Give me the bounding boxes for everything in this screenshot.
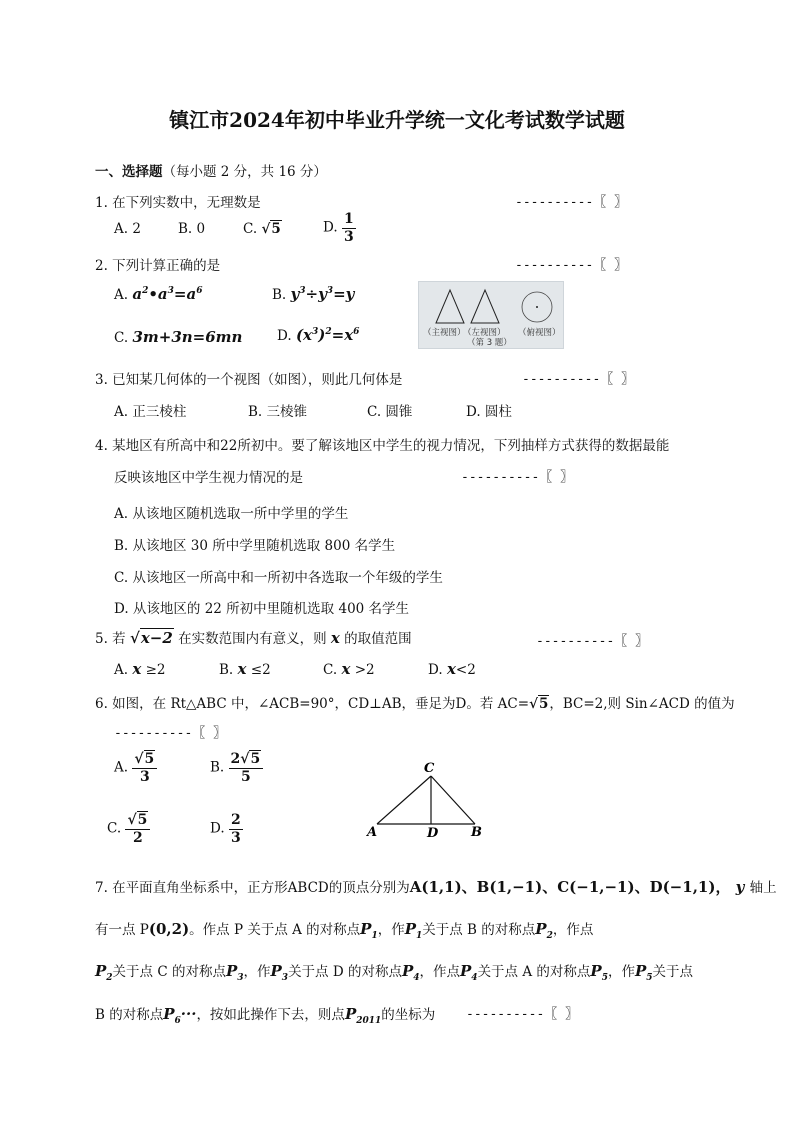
q7-p1: $P_1$ xyxy=(360,920,378,941)
q5-a-var: x xyxy=(132,660,142,678)
q7-p1b: $P_1$ xyxy=(404,920,423,941)
q7-vertex-coordinates: A(1,1)、B(1,−1)、C(−1,−1)、D(−1,1)， xyxy=(409,878,731,896)
q7-p3: $P_3$ xyxy=(225,962,244,983)
q7-p2011: $P_{2011}$ xyxy=(344,1005,382,1026)
q7-p5: $P_5$ xyxy=(590,962,608,983)
q7-line3-f: ，作 xyxy=(607,964,635,980)
question-5-stem xyxy=(95,627,412,647)
front-view-caption: （主视图） xyxy=(423,328,466,338)
answer-blank-1[interactable]: ----------〖 〗 xyxy=(515,195,628,210)
q7-y-axis-var: y xyxy=(730,878,750,896)
question-3-stem: 3. 已知某几何体的一个视图（如图），则此几何体是 xyxy=(95,372,403,388)
figure-3-caption: （第 3 题） xyxy=(467,338,512,348)
q5-c-var: x xyxy=(341,660,351,678)
segment-bc xyxy=(431,776,475,824)
q7-line3-g: 关于点 xyxy=(652,964,693,980)
left-view-triangle xyxy=(471,290,499,323)
q2-option-d-label: D. xyxy=(277,328,292,344)
q7-line4-a: B 的对称点 xyxy=(95,1007,164,1023)
q6-stem-tail: ，BC=2,则 Sin∠ACD 的值为 xyxy=(549,696,735,712)
q4-option-a[interactable]: A. 从该地区随机选取一所中学里的学生 xyxy=(114,506,349,522)
q6-sqrt-5: √5 xyxy=(529,696,549,712)
q2-option-c-label: C. xyxy=(114,330,129,346)
question-7-line-1 xyxy=(95,876,777,897)
q6-option-b[interactable] xyxy=(210,752,263,784)
q2-a-expression: $a^2•a^3=a^6$ xyxy=(132,285,203,303)
answer-blank-2[interactable]: ----------〖 〗 xyxy=(515,258,628,273)
q1-option-a[interactable]: A. 2 xyxy=(114,221,141,237)
fraction-sqrt5-over-3: $\frac{√5}{3}$ xyxy=(132,752,157,784)
q7-p2: $P_2$ xyxy=(535,920,553,941)
answer-blank-5[interactable]: ----------〖 〗 xyxy=(536,634,649,649)
q2-option-c[interactable] xyxy=(114,328,242,346)
q2-option-a-label: A. xyxy=(114,287,129,303)
q7-line3-b: ，作 xyxy=(243,964,271,980)
q2-option-d[interactable] xyxy=(277,326,359,344)
q6-stem-head: 6. 如图，在 Rt△ABC 中，∠ACB=90°，CD⊥AB，垂足为D。若 AC= xyxy=(95,696,530,712)
q6-option-d[interactable] xyxy=(210,813,243,845)
q7-line2-b: 。作点 P 关于点 A 的对称点 xyxy=(189,922,361,938)
top-view-center-dot xyxy=(536,306,538,308)
q5-option-a-label: A. xyxy=(114,662,129,678)
fraction-1-3: $\frac{1}{3}$ xyxy=(343,211,354,245)
q1-option-c-label: C. xyxy=(243,221,258,237)
point-label-c: C xyxy=(424,761,435,776)
segment-ac xyxy=(377,776,431,824)
q2-d-expression: $(x^3)^2=x^6$ xyxy=(295,326,360,344)
q7-p5b: $P_5$ xyxy=(634,962,653,983)
q6-option-b-label: B. xyxy=(210,759,225,776)
top-view-caption: （俯视图） xyxy=(518,328,561,338)
q7-p3b: $P_3$ xyxy=(270,962,289,983)
front-view-triangle xyxy=(436,290,464,323)
section-note: （每小题 2 分，共 16 分） xyxy=(162,164,327,180)
fraction-sqrt5-over-2: $\frac{√5}{2}$ xyxy=(125,813,150,845)
q7-line2-a: 有一点 P xyxy=(95,922,149,938)
point-label-b: B xyxy=(471,825,482,840)
answer-blank-7[interactable]: ----------〖 〗 xyxy=(466,1007,579,1022)
q7-line3-e: 关于点 A 的对称点 xyxy=(477,964,591,980)
q2-option-a[interactable] xyxy=(114,285,202,303)
q7-p4b: $P_4$ xyxy=(460,962,478,983)
page-title: 镇江市2024年初中毕业升学统一文化考试数学试题 xyxy=(169,108,625,132)
sqrt-5-expression: √5 xyxy=(261,221,281,237)
q5-b-var: x xyxy=(237,660,247,678)
q5-option-c-value: >2 xyxy=(354,662,375,678)
fraction-2-over-3: $\frac{2}{3}$ xyxy=(230,812,241,846)
q7-line2-c: ，作 xyxy=(377,922,405,938)
triangle-abc-figure xyxy=(365,758,495,842)
q5-stem-post2: 的取值范围 xyxy=(344,631,412,647)
q1-option-b[interactable]: B. 0 xyxy=(178,221,206,237)
q7-p6: $P_6\cdot\cdot\cdot$ xyxy=(163,1005,197,1026)
fraction-2sqrt5-over-5: $\frac{2√5}{5}$ xyxy=(229,752,264,784)
question-2-stem: 2. 下列计算正确的是 xyxy=(95,258,221,274)
q5-option-d[interactable] xyxy=(428,660,476,678)
point-label-d: D xyxy=(427,826,439,841)
q4-option-b[interactable]: B. 从该地区 30 所中学里随机选取 800 名学生 xyxy=(114,538,396,554)
q5-option-a-value: ≥2 xyxy=(145,662,166,678)
q7-line4-b: ，按如此操作下去，则点 xyxy=(196,1007,345,1023)
q1-option-d[interactable] xyxy=(323,212,356,244)
q7-line1-tail: 轴上 xyxy=(749,880,777,896)
q2-b-expression: $y^3\div y^3=y$ xyxy=(290,285,355,303)
q5-option-b[interactable] xyxy=(219,660,271,678)
q5-stem-post: 在实数范围内有意义，则 xyxy=(178,631,327,647)
q7-line3-c: 关于点 D 的对称点 xyxy=(288,964,402,980)
q5-option-a[interactable] xyxy=(114,660,166,678)
q5-option-d-label: D. xyxy=(428,662,443,678)
q7-line2-e: ，作点 xyxy=(552,922,594,938)
q7-line1-text: 7. 在平面直角坐标系中，正方形ABCD的顶点分别为 xyxy=(95,880,410,896)
q2-option-b[interactable] xyxy=(272,285,354,303)
point-label-a: A xyxy=(367,825,378,840)
q4-option-c[interactable]: C. 从该地区一所高中和一所初中各选取一个年级的学生 xyxy=(114,570,443,586)
answer-blank-6[interactable]: ----------〖 〗 xyxy=(114,726,227,741)
question-7-line-4 xyxy=(95,1003,435,1026)
q3-option-a[interactable]: A. 正三棱柱 xyxy=(114,404,187,420)
question-4-stem-line-2: 反映该地区中学生视力情况的是 xyxy=(114,470,303,486)
q3-option-b[interactable]: B. 三棱锥 xyxy=(248,404,308,420)
q2-c-expression: 3m+3n=6mn xyxy=(132,328,243,346)
q5-stem-pre: 5. 若 xyxy=(95,631,126,647)
q6-option-a[interactable] xyxy=(114,752,157,784)
three-views-figure xyxy=(418,281,564,349)
q7-line3-a: 关于点 C 的对称点 xyxy=(112,964,226,980)
q5-option-c[interactable] xyxy=(323,660,375,678)
q7-p4: $P_4$ xyxy=(401,962,420,983)
q7-line2-d: 关于点 B 的对称点 xyxy=(422,922,536,938)
answer-blank-4[interactable]: ----------〖 〗 xyxy=(461,470,574,485)
q7-line4-c: 的坐标为 xyxy=(381,1007,436,1023)
question-7-line-3 xyxy=(95,960,693,983)
section-header xyxy=(95,160,327,180)
question-1-stem: 1. 在下列实数中，无理数是 xyxy=(95,195,261,211)
q4-option-d[interactable]: D. 从该地区的 22 所初中里随机选取 400 名学生 xyxy=(114,601,410,617)
q5-option-c-label: C. xyxy=(323,662,338,678)
left-view-caption: （左视图） xyxy=(463,328,506,338)
q6-option-c-label: C. xyxy=(107,820,122,837)
q7-line3-d: ，作点 xyxy=(419,964,461,980)
q5-option-b-value: ≤2 xyxy=(250,662,271,678)
q1-option-d-label: D. xyxy=(323,219,338,236)
q5-d-var: x xyxy=(446,660,456,678)
q6-option-c[interactable] xyxy=(107,813,150,845)
q5-variable-x: x xyxy=(330,629,340,647)
sqrt-x-minus-2-expression: √x−2 xyxy=(129,629,173,647)
question-4-stem-line-1: 4. 某地区有所高中和22所初中。要了解该地区中学生的视力情况，下列抽样方式获得的数据最能 xyxy=(95,438,670,454)
answer-blank-3[interactable]: ----------〖 〗 xyxy=(522,372,635,387)
q7-point-p: (0,2) xyxy=(148,920,190,938)
q3-option-d[interactable]: D. 圆柱 xyxy=(466,404,512,420)
question-7-line-2 xyxy=(95,918,593,941)
q1-option-c[interactable] xyxy=(243,221,282,237)
q5-option-d-value: <2 xyxy=(455,662,476,678)
q5-option-b-label: B. xyxy=(219,662,234,678)
q7-p2b: $P_2$ xyxy=(95,962,113,983)
question-6-stem xyxy=(95,692,735,712)
q3-option-c[interactable]: C. 圆锥 xyxy=(367,404,413,420)
q6-option-d-label: D. xyxy=(210,820,225,837)
section-label: 一、选择题 xyxy=(95,164,163,180)
q2-option-b-label: B. xyxy=(272,287,287,303)
q6-option-a-label: A. xyxy=(114,759,129,776)
